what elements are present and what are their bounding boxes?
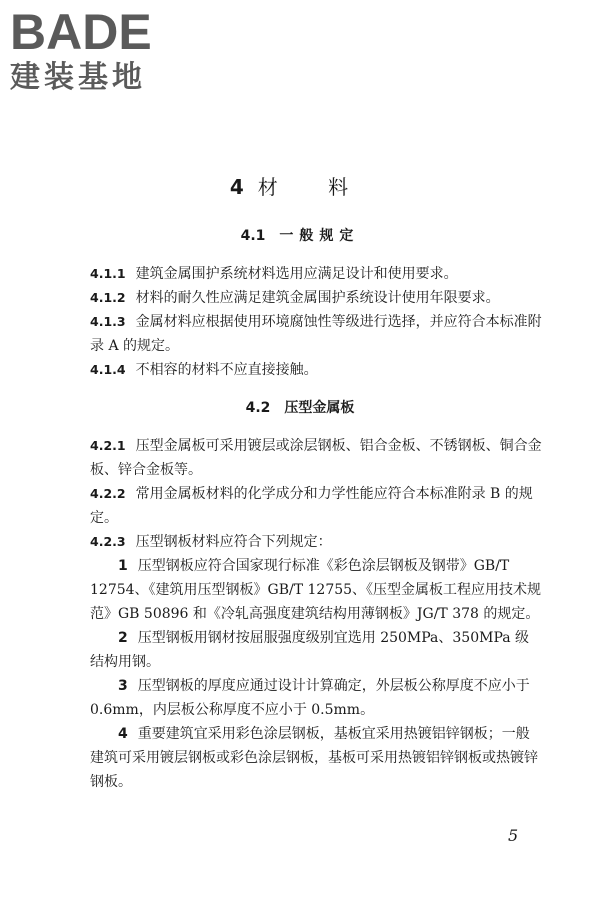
logo-subtitle: 建装基地 xyxy=(10,60,146,95)
clause-text: 压型钢板材料应符合下列规定： xyxy=(135,534,332,550)
clause-text: 不相容的材料不应直接接触。 xyxy=(135,362,318,378)
clause-4-1-4 xyxy=(90,358,542,382)
item-text: 压型钢板用钢材按屈服强度级别宜选用 250MPa、350MPa 级结构用钢。 xyxy=(90,630,530,670)
section-number: 4.1 xyxy=(240,228,266,244)
section-4-1-body xyxy=(90,262,542,382)
clause-number: 4.1.3 xyxy=(90,314,126,329)
clause-text: 材料的耐久性应满足建筑金属围护系统设计使用年限要求。 xyxy=(135,290,500,306)
list-item-1 xyxy=(90,554,542,626)
clause-number: 4.2.3 xyxy=(90,534,126,549)
item-number: 2 xyxy=(118,630,128,646)
item-number: 3 xyxy=(118,678,128,694)
clause-text: 常用金属板材料的化学成分和力学性能应符合本标准附录 B 的规定。 xyxy=(90,486,533,526)
item-number: 1 xyxy=(118,558,128,574)
clause-number: 4.1.2 xyxy=(90,290,126,305)
list-item-4 xyxy=(90,722,542,794)
chapter-number: 4 xyxy=(229,175,244,199)
section-title-4-2 xyxy=(0,398,600,418)
page-number: 5 xyxy=(508,826,519,845)
logo-wordmark: BADE xyxy=(10,4,152,60)
clause-4-1-1 xyxy=(90,262,542,286)
clause-4-2-3 xyxy=(90,530,542,554)
clause-text: 金属材料应根据使用环境腐蚀性等级进行选择，并应符合本标准附录 A 的规定。 xyxy=(90,314,542,354)
section-number: 4.2 xyxy=(245,400,271,416)
item-text: 压型钢板应符合国家现行标准《彩色涂层钢板及钢带》GB/T 12754、《建筑用压型钢板》GB/T 12755、《压型金属板工程应用技术规范》GB 50896 和《冷轧高强度建筑结构用薄钢板》JG/T 378 的规定。 xyxy=(90,558,542,622)
chapter-name: 材 料 xyxy=(257,175,371,199)
clause-text: 压型金属板可采用镀层或涂层钢板、铝合金板、不锈钢板、铜合金板、锌合金板等。 xyxy=(90,438,542,478)
logo xyxy=(10,4,175,96)
list-item-3 xyxy=(90,674,542,722)
section-title-4-1 xyxy=(0,226,600,246)
item-number: 4 xyxy=(118,726,128,742)
clause-4-1-2 xyxy=(90,286,542,310)
chapter-title xyxy=(0,174,600,200)
item-text: 压型钢板的厚度应通过设计计算确定，外层板公称厚度不应小于 0.6mm，内层板公称厚度不应小于 0.5mm。 xyxy=(90,678,530,718)
item-text: 重要建筑宜采用彩色涂层钢板，基板宜采用热镀铝锌钢板；一般建筑可采用镀层钢板或彩色涂层钢板，基板可采用热镀铝锌钢板或热镀锌钢板。 xyxy=(90,726,538,790)
clause-text: 建筑金属围护系统材料选用应满足设计和使用要求。 xyxy=(135,266,458,282)
list-item-2 xyxy=(90,626,542,674)
clause-4-2-2 xyxy=(90,482,542,530)
clause-number: 4.1.1 xyxy=(90,266,126,281)
clause-number: 4.2.2 xyxy=(90,486,126,501)
clause-4-1-3 xyxy=(90,310,542,358)
clause-number: 4.2.1 xyxy=(90,438,126,453)
clause-4-2-1 xyxy=(90,434,542,482)
clause-number: 4.1.4 xyxy=(90,362,126,377)
section-4-2-body xyxy=(90,434,542,794)
section-name: 压型金属板 xyxy=(284,400,355,416)
section-name: 一般规定 xyxy=(279,228,360,244)
